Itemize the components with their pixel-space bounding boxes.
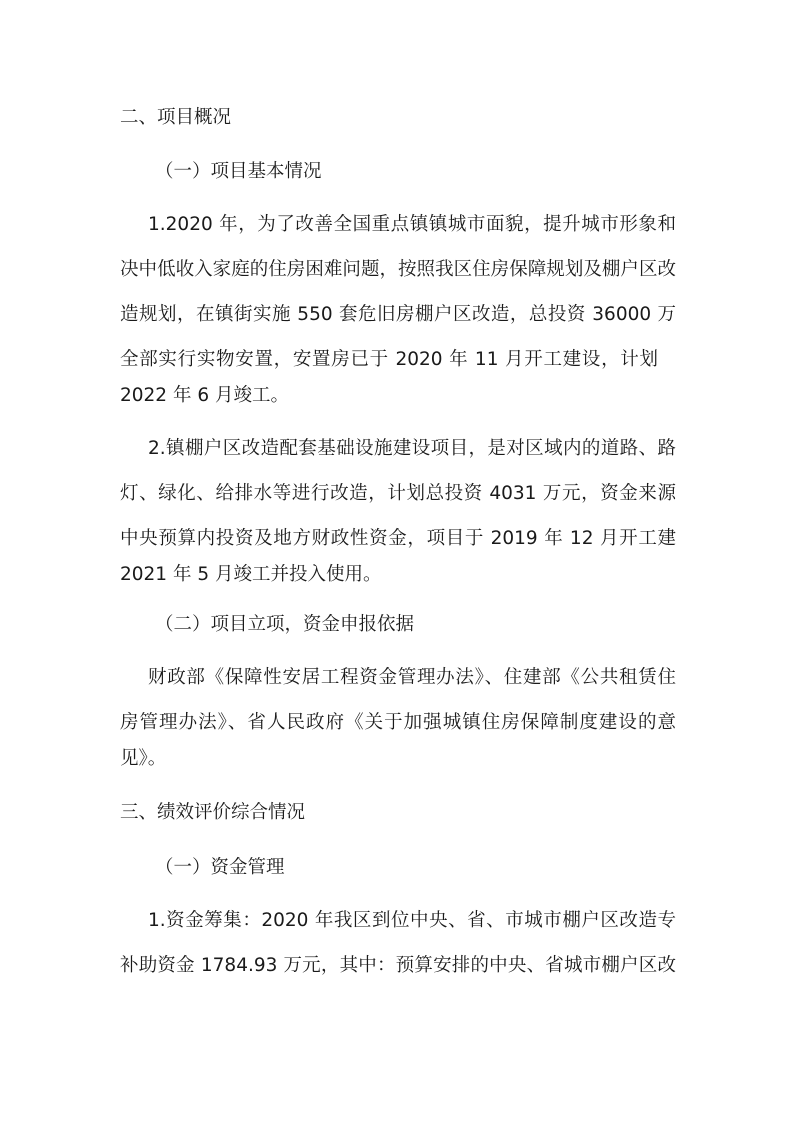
paragraph-line: 决中低收入家庭的住房困难问题，按照我区住房保障规划及棚户区改 [120,259,676,280]
paragraph-line: 补助资金 1784.93 万元，其中：预算安排的中央、省城市棚户区改 [120,955,676,976]
paragraph-line: 财政部《保障性安居工程资金管理办法》、住建部《公共租赁住 [148,667,676,688]
subheading-fund-management: （一）资金管理 [155,857,285,878]
paragraph-line: 全部实行实物安置，安置房已于 2020 年 11 月开工建设，计划 [120,349,658,370]
paragraph-line: 灯、绿化、给排水等进行改造，计划总投资 4031 万元，资金来源 [120,483,676,504]
paragraph-line: 见》。 [120,748,167,769]
section-heading-project-overview: 二、项目概况 [120,107,232,128]
paragraph-line: 1.2020 年，为了改善全国重点镇镇城市面貌，提升城市形象和 [148,214,676,235]
paragraph-line: 中央预算内投资及地方财政性资金，项目于 2019 年 12 月开工建 [120,528,676,549]
subheading-project-basis: （二）项目立项，资金申报依据 [155,614,415,635]
paragraph-line: 2022 年 6 月竣工。 [120,385,289,406]
paragraph-line: 造规划，在镇街实施 550 套危旧房棚户区改造，总投资 36000 万 [120,304,676,325]
subheading-basic-info: （一）项目基本情况 [155,161,322,182]
paragraph-line: 2.镇棚户区改造配套基础设施建设项目，是对区域内的道路、路 [148,438,676,459]
section-heading-performance-evaluation: 三、绩效评价综合情况 [120,802,306,823]
paragraph-line: 1.资金筹集：2020 年我区到位中央、省、市城市棚户区改造专 [148,910,676,931]
paragraph-line: 2021 年 5 月竣工并投入使用。 [120,564,382,585]
paragraph-line: 房管理办法》、省人民政府《关于加强城镇住房保障制度建设的意 [120,712,676,733]
